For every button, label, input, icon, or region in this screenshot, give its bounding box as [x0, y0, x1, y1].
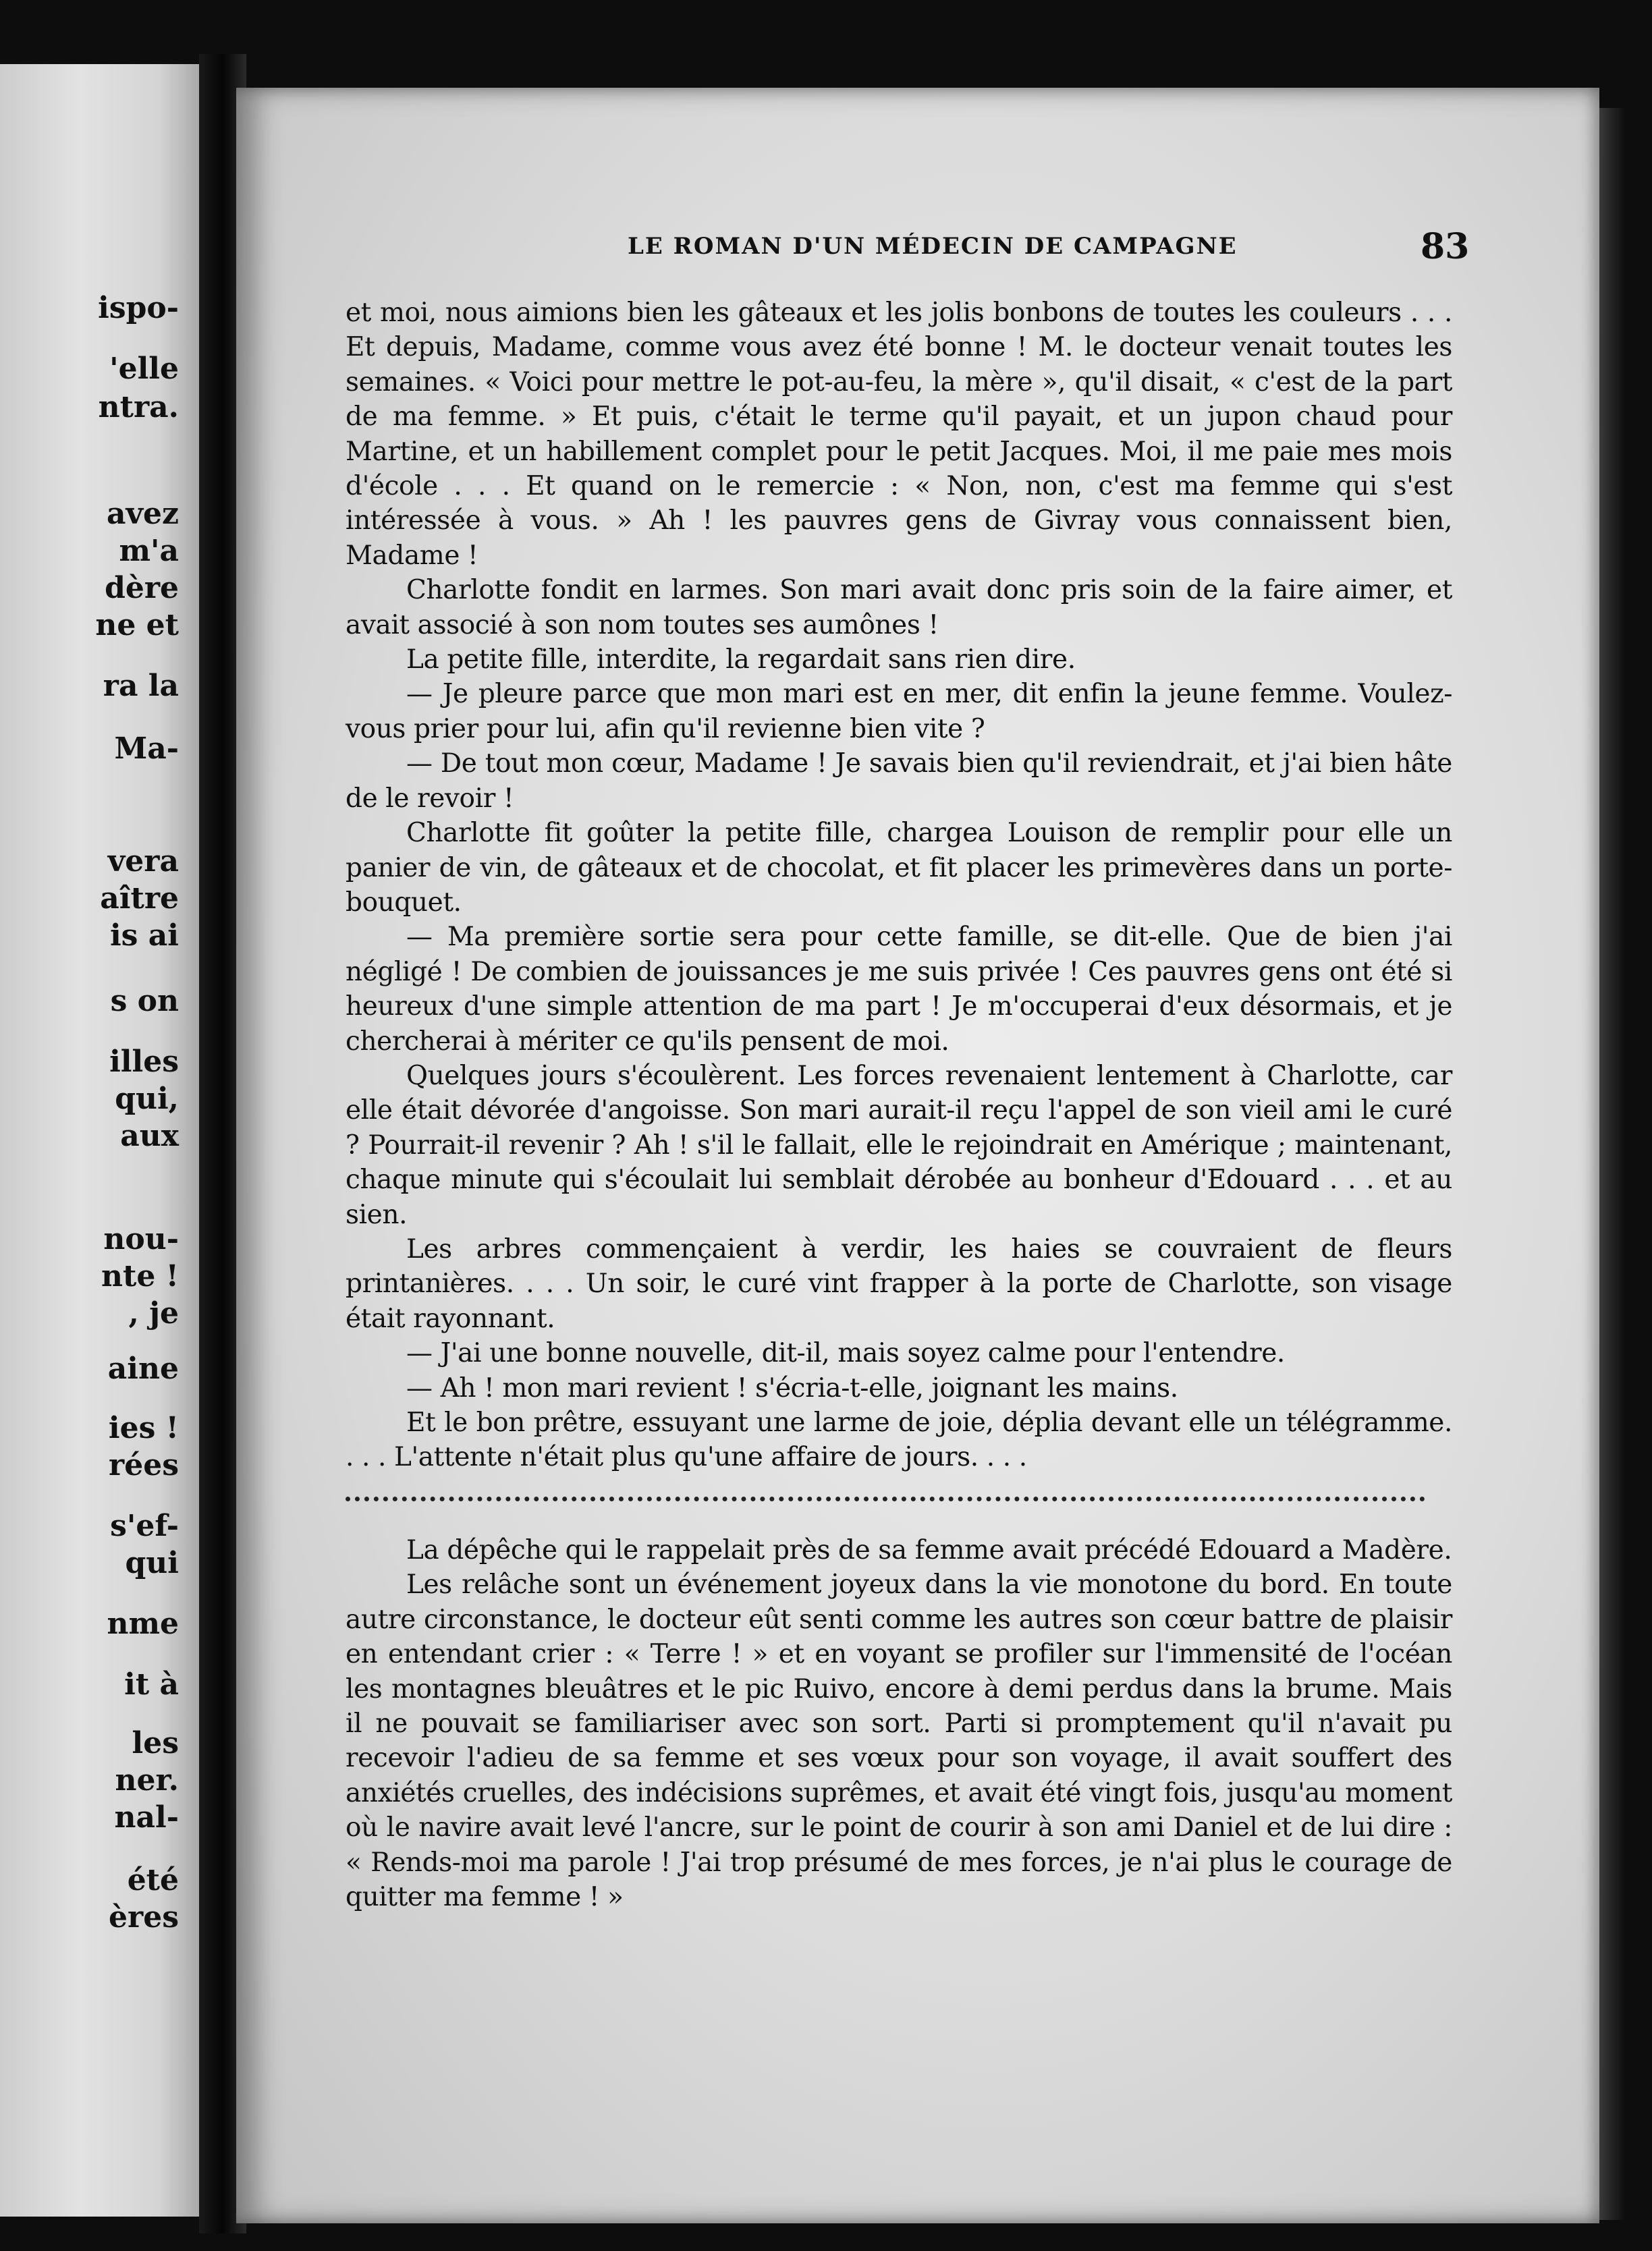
left-line: , je [128, 1296, 179, 1331]
left-line: nou- [103, 1222, 179, 1256]
left-line: it à [124, 1667, 179, 1702]
paragraph: — De tout mon cœur, Madame ! Je savais bien qu'il reviendrait, et j'ai bien hâte de le revoir ! [346, 748, 1452, 814]
left-line: 'elle [109, 352, 179, 386]
left-line: ies ! [108, 1411, 179, 1445]
paragraph: La dépêche qui le rappelait près de sa femme avait précédé Edouard a Madère. [406, 1535, 1452, 1565]
left-line: nte ! [101, 1259, 179, 1294]
left-line: nme [107, 1607, 179, 1641]
paragraph: Charlotte fondit en larmes. Son mari avait donc pris soin de la faire aimer, et avait associé à son nom toutes ses aumônes ! [346, 575, 1452, 640]
paragraph: Les relâche sont un événement joyeux dans la vie monotone du bord. En toute autre circonstance, le docteur eût senti comme les autres son cœur battre de plaisir en entendant crier : « Terre ! » et en voyant se profiler sur l'immensité de l'océan les montagnes bleuâtres et le pic Ruivo, encore à demi perdus dans la brume. Mais il ne pouvait se familiariser avec son sort. Parti si promptement qu'il n'avait pu recevoir l'adieu de sa femme et ses vœux pour son voyage, il avait souffert des anxiétés cruelles, des indécisions suprêmes, et avait été vingt fois, jusqu'au moment où le navire avait levé l'ancre, sur le point de courir à son ami Daniel et de lui dire : « Rends-moi ma parole ! J'ai trop présumé de mes forces, je n'ai plus le courage de quitter ma femme ! » [346, 1569, 1452, 1913]
paragraph: et moi, nous aimions bien les gâteaux et les jolis bonbons de toutes les couleurs . . . Et depuis, Madame, comme vous avez été bonne ! M. le docteur venait toutes les semaines. « Voici pour mettre le pot-au-feu, la mère », qu'il disait, « c'est de la part de ma femme. » Et puis, c'était le terme qu'il payait, et un jupon chaud pour Martine, et un habillement complet pour le petit Jacques. Moi, il me paie mes mois d'école . . . Et quand on le remercie : « Non, non, c'est ma femme qui s'est intéressée à vous. » Ah ! les pauvres gens de Givray vous connaissent bien, Madame ! [346, 298, 1452, 571]
page-edge-shadow [1599, 108, 1626, 2220]
paragraph: La petite fille, interdite, la regardait sans rien dire. [406, 644, 1076, 675]
left-line: illes [109, 1045, 179, 1079]
left-line: qui [125, 1546, 179, 1580]
paragraph: Quelques jours s'écoulèrent. Les forces revenaient lentement à Charlotte, car elle était dévorée d'angoisse. Son mari aurait-il reçu l'appel de son vieil ami le curé ? Pourrait-il revenir ? Ah ! s'il le fallait, elle le rejoindrait en Amérique ; maintenant, chaque minute qui s'écoulait lui semblait dérobée au bonheur d'Edouard . . . et au sien. [346, 1060, 1452, 1230]
left-page-fragment [0, 64, 199, 2217]
left-line: Ma- [114, 731, 179, 766]
left-line: rées [109, 1448, 179, 1482]
left-line: aître [100, 881, 179, 916]
left-line: m'a [119, 534, 179, 568]
left-line: ntra. [98, 390, 179, 424]
left-line: été [127, 1863, 179, 1897]
left-line: s on [110, 984, 179, 1018]
paragraph: Charlotte fit goûter la petite fille, chargea Louison de remplir pour elle un panier de vin, de gâteaux et de chocolat, et fit placer les primevères dans un porte-bouquet. [346, 818, 1452, 918]
left-line: ne et [95, 608, 179, 642]
left-line: ner. [115, 1763, 179, 1798]
paragraph: — Ah ! mon mari revient ! s'écria-t-elle, joignant les mains. [406, 1372, 1178, 1404]
left-line: s'ef- [110, 1509, 179, 1543]
left-line: avez [106, 497, 179, 531]
left-line: ispo- [98, 291, 179, 325]
paragraph: — J'ai une bonne nouvelle, dit-il, mais soyez calme pour l'entendre. [406, 1338, 1285, 1369]
page-number: 83 [1421, 226, 1470, 267]
left-line: dère [105, 571, 179, 605]
left-line: nal- [114, 1800, 179, 1835]
paragraph: Les arbres commençaient à verdir, les haies se couvraient de fleurs printanières. . . . Un soir, le curé vint frapper à la porte de Charlotte, son visage était rayonnant. [346, 1233, 1452, 1334]
section-break-dotted-rule [346, 1497, 1425, 1501]
paragraph: — Ma première sortie sera pour cette famille, se dit-elle. Que de bien j'ai négligé ! De combien de jouissances je me suis privée ! Ces pauvres gens ont été si heureux d'une simple attention de ma part ! Je m'occuperai d'eux désormais, et je chercherai à mériter ce qu'ils pensent de moi. [346, 922, 1452, 1057]
left-line: ra la [103, 669, 179, 703]
left-line: qui, [115, 1082, 179, 1116]
paragraph: — Je pleure parce que mon mari est en mer, dit enfin la jeune femme. Voulez-vous prier pour lui, afin qu'il revienne bien vite ? [346, 679, 1452, 744]
left-line: aine [107, 1352, 179, 1386]
body-text-before-break [346, 296, 1452, 1475]
left-line: aux [120, 1119, 179, 1153]
left-line: is ai [109, 918, 179, 953]
running-head: LE ROMAN D'UN MÉDECIN DE CAMPAGNE [628, 233, 1238, 260]
left-line: ères [109, 1900, 179, 1935]
left-line: les [132, 1726, 179, 1760]
left-line: vera [107, 844, 179, 879]
paragraph: Et le bon prêtre, essuyant une larme de joie, déplia devant elle un télégramme. . . . L'attente n'était plus qu'une affaire de jours. . . . [346, 1408, 1452, 1473]
body-text-after-break [346, 1533, 1452, 1914]
